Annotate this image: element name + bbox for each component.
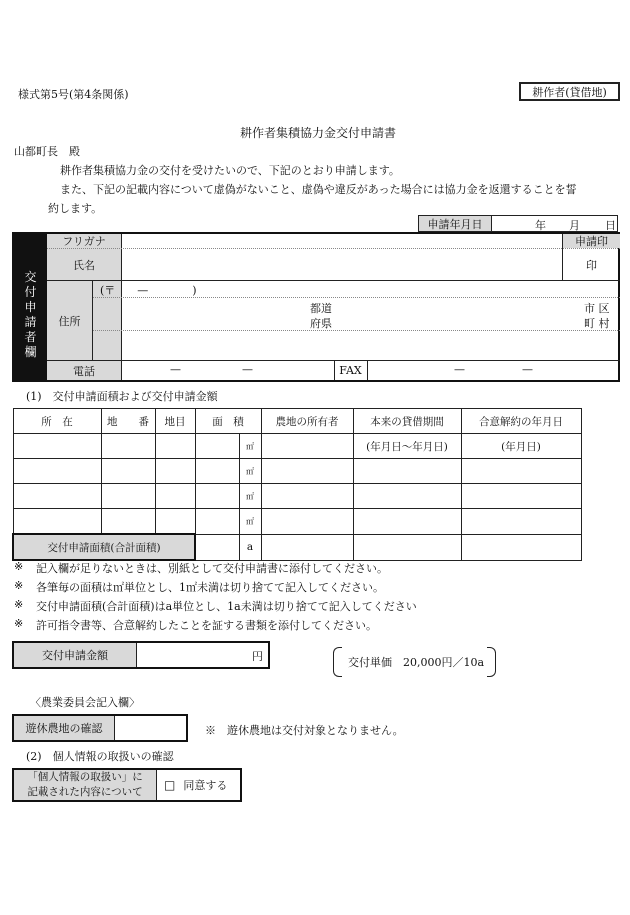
table-row [13,534,581,560]
checkbox-icon[interactable]: □ [164,778,176,792]
cultivator-tag: 耕作者(貸借地) [519,82,620,101]
city-label-2: 町 村 [584,317,610,330]
intro-line-2a: また、下記の記載内容について虚偽がないこと、虚偽や違反があった場合には協力金を返還することを誓 [60,183,577,196]
applicant-section-label-bar [14,234,47,380]
unit-m2: ㎡ [239,484,261,509]
amount-field[interactable] [137,643,249,667]
idle-check-box [12,714,188,742]
note-1: 記入欄が足りないときは、別紙として交付申請書に添付してください。 [36,562,388,575]
intro-line-2b: 約します。 [48,202,103,215]
unit-a: a [239,534,261,560]
note-mark-2: ※ [14,579,24,592]
applicant-section [12,232,620,382]
date-month-label: 月 [569,219,580,232]
amount-box [12,641,270,669]
table-row [13,509,581,535]
privacy-box [12,768,242,802]
total-area-label: 交付申請面積(合計面積) [13,534,195,560]
table-row [13,484,581,509]
note-mark-3: ※ [14,598,24,611]
unit-m2: ㎡ [239,509,261,535]
bracket-left [333,647,342,677]
total-area-field[interactable] [195,534,239,560]
note-mark-1: ※ [14,560,24,573]
city-label-1: 市 区 [584,302,610,315]
unit-m2: ㎡ [239,459,261,484]
note-4: 許可指令書等、合意解約したことを証する書類を添付してください。 [36,619,377,632]
form-title: 耕作者集積協力金交付申請書 [240,126,397,140]
col-lot-number: 地 番 [101,409,155,434]
section-1-heading: (1) 交付申請面積および交付申請金額 [26,390,218,403]
privacy-label [14,770,157,800]
committee-label: 〈農業委員会記入欄〉 [30,696,140,709]
col-owner: 農地の所有者 [261,409,353,434]
note-3: 交付申請面積(合計面積)はa単位とし、1a未満は切り捨てて記入してください [36,600,417,613]
amount-unit: 円 [252,650,263,663]
idle-check-label: 遊休農地の確認 [14,716,115,740]
postal-code: (〒 — ) [100,284,197,297]
applicant-section-label: 交付申請者欄 [24,270,37,359]
name-field[interactable] [122,249,562,280]
phone-dash-2: — [242,363,253,376]
col-termination-date: 合意解約の年月日 [461,409,581,434]
addressee: 山都町長 殿 [14,145,80,158]
privacy-label-line-2: 記載された内容について [27,786,143,798]
phone-dash-1: — [170,363,181,376]
col-land-category: 地目 [155,409,195,434]
termination-date-hint: (年月日) [461,434,581,459]
name-label: 氏名 [73,258,95,272]
privacy-agree-label: 同意する [183,779,228,792]
col-lease-period: 本来の貸借期間 [353,409,461,434]
unit-price: 交付単価 20,000円／10a [348,656,485,669]
note-mark-4: ※ [14,617,24,630]
privacy-label-line-1: 「個人情報の取扱い」に [27,771,143,783]
fax-dash-1: — [454,363,465,376]
table-row [13,459,581,484]
application-date-box [418,215,618,232]
phone-label: 電話 [73,364,95,378]
land-table [12,408,582,561]
col-location: 所 在 [13,409,101,434]
bracket-right [487,647,496,677]
privacy-agree-option[interactable] [164,770,227,800]
col-area: 面 積 [195,409,261,434]
land-table-header-row [13,409,581,434]
fax-label: FAX [339,364,362,377]
date-day-label: 日 [605,219,616,232]
furigana-label: フリガナ [62,235,106,248]
prefecture-label-1: 都道 [310,302,332,315]
form-number: 様式第5号(第4条関係) [18,88,129,101]
intro-line-1: 耕作者集積協力金の交付を受けたいので、下記のとおり申請します。 [60,164,400,177]
amount-label: 交付申請金額 [14,643,137,667]
prefecture-label-2: 府県 [310,317,332,330]
application-date-label: 申請年月日 [419,216,492,231]
date-year-label: 年 [535,219,546,232]
idle-check-field[interactable] [115,716,186,740]
idle-check-note: ※ 遊休農地は交付対象となりません。 [205,724,404,737]
table-row [13,434,581,459]
address-label: 住所 [58,314,81,328]
lease-period-hint: (年月日～年月日) [353,434,461,459]
section-2-heading: (2) 個人情報の取扱いの確認 [26,750,174,763]
note-2: 各筆毎の面積は㎡単位とし、1㎡未満は切り捨てて記入してください。 [36,581,384,594]
seal-label: 申請印 [563,234,620,248]
seal-mark: 印 [586,258,597,272]
fax-dash-2: — [522,363,533,376]
unit-m2: ㎡ [239,434,261,459]
